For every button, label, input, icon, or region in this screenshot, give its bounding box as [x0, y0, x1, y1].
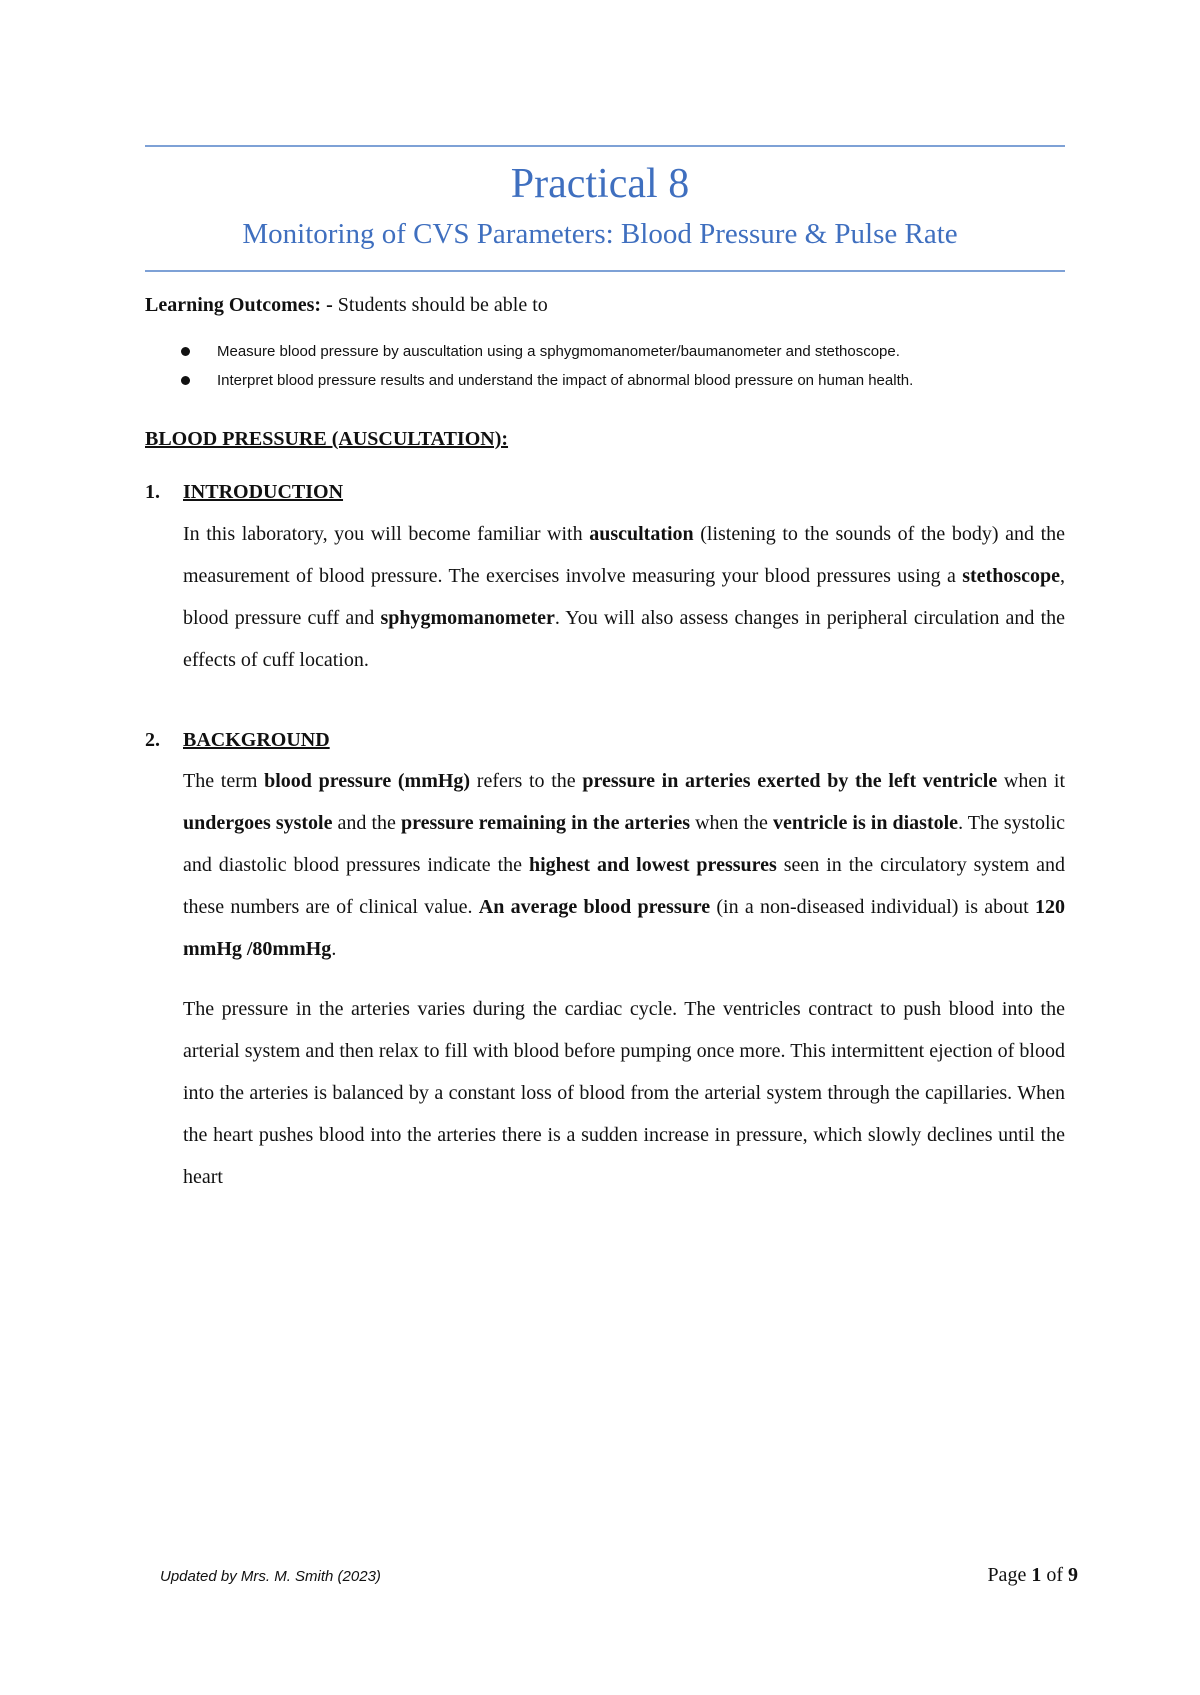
learning-outcomes-line: [145, 294, 548, 317]
bold-text-run: 120 mmHg /80mmHg: [183, 896, 1065, 960]
footer-author: Updated by Mrs. M. Smith (2023): [160, 1568, 381, 1585]
list-item: [145, 369, 913, 398]
text-run: refers to the: [470, 770, 583, 792]
page-subtitle: Monitoring of CVS Parameters: Blood Pressure & Pulse Rate: [242, 218, 958, 250]
bold-text-run: sphygmomanometer: [380, 607, 555, 629]
page-number: [987, 1564, 1078, 1587]
text-run: .: [331, 938, 337, 960]
learning-outcomes-intro: Students should be able to: [332, 294, 548, 316]
learning-outcomes-list: [145, 340, 913, 398]
bold-text-run: highest and lowest pressures: [528, 854, 777, 876]
page-total: 9: [1068, 1564, 1078, 1586]
text-run: The term: [183, 770, 265, 792]
background-heading: [145, 729, 330, 752]
heading-title: BACKGROUND: [183, 729, 330, 751]
learning-outcomes-label: Learning Outcomes: -: [145, 294, 333, 316]
text-run: (listening to the sounds of the body) and the measurement of blood pressure. The exercises involve measuring your blood pressures using a: [183, 523, 1066, 587]
list-item-text: Measure blood pressure by auscultation using a sphygmomanometer/baumanometer and stethoscope.: [217, 343, 900, 360]
bold-text-run: auscultation: [589, 523, 694, 545]
header-bottom-rule: [145, 270, 1065, 272]
text-run: . You will also assess changes in peripheral circulation and the effects of cuff location.: [183, 607, 1065, 671]
bullet-icon: [181, 347, 190, 356]
bold-text-run: blood pressure (mmHg): [264, 770, 471, 792]
list-item: [145, 340, 913, 369]
text-run: (in a non-diseased individual) is about: [710, 896, 1035, 918]
bullet-icon: [181, 376, 190, 385]
text-run: , blood pressure cuff and: [183, 565, 1065, 629]
bold-text-run: undergoes systole: [183, 812, 333, 834]
text-run: and the: [332, 812, 401, 834]
text-run: seen in the circulatory system and these numbers are of clinical value.: [183, 854, 1065, 918]
text-run: . The systolic and diastolic blood pressures indicate the: [183, 812, 1066, 876]
heading-number: 1.: [145, 481, 160, 503]
bold-text-run: pressure in arteries exerted by the left ventricle: [582, 770, 998, 792]
list-item-text: Interpret blood pressure results and understand the impact of abnormal blood pressure on human health.: [217, 372, 914, 389]
page-current: 1: [1031, 1564, 1042, 1586]
heading-title: INTRODUCTION: [183, 481, 344, 503]
background-paragraph-1: [183, 760, 1065, 970]
heading-number: 2.: [145, 729, 160, 751]
text-run: The pressure in the arteries varies during the cardiac cycle. The ventricles contract to push blood into the arterial system and then relax to fill with blood before pumping once more. This intermittent ejection of blood into the arteries is balanced by a constant loss of blood from the arterial system through the capillaries. When the heart pushes blood into the arteries there is a sudden increase in pressure, which slowly declines until the heart: [183, 998, 1065, 1188]
header-top-rule: [145, 145, 1065, 147]
page-of: of: [1041, 1564, 1068, 1586]
bold-text-run: stethoscope: [962, 565, 1060, 587]
background-paragraph-2: [183, 988, 1065, 1198]
text-run: In this laboratory, you will become familiar with: [183, 523, 590, 545]
text-run: when the: [690, 812, 773, 834]
bold-text-run: pressure remaining in the arteries: [400, 812, 691, 834]
section-heading: BLOOD PRESSURE (AUSCULTATION):: [145, 428, 509, 450]
introduction-heading: [145, 481, 343, 504]
introduction-paragraph: [183, 513, 1065, 681]
page-title: Practical 8: [510, 161, 690, 207]
bold-text-run: An average blood pressure: [478, 896, 711, 918]
text-run: when it: [997, 770, 1066, 792]
bold-text-run: ventricle is in diastole: [772, 812, 959, 834]
page-label: Page: [987, 1564, 1032, 1586]
